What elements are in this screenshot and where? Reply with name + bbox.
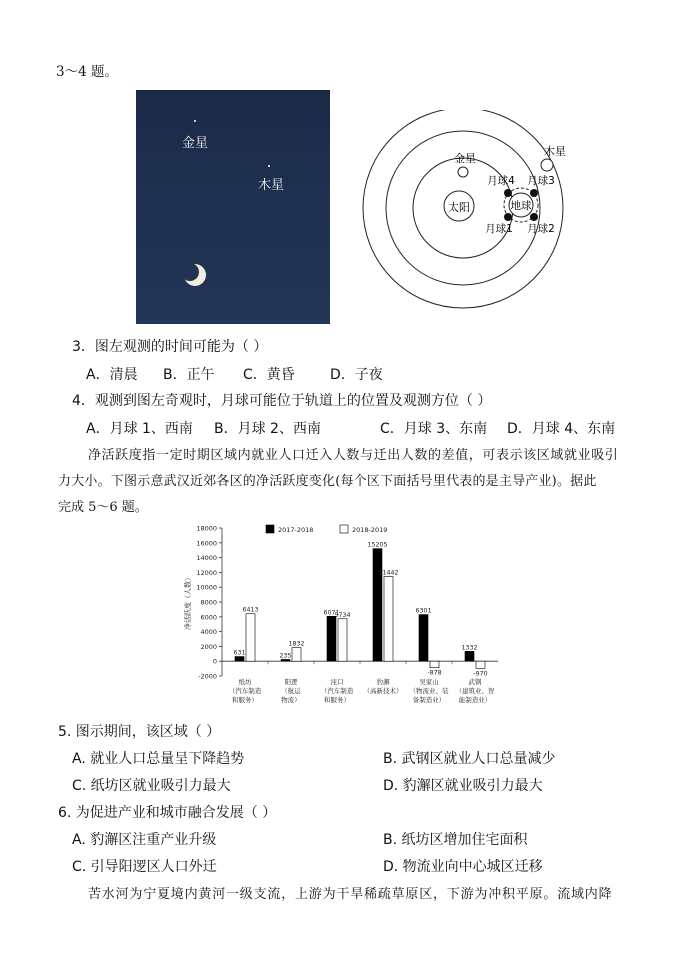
y-tick-label: 2000 <box>200 642 217 651</box>
moon2-dot <box>530 213 538 221</box>
data-label: 235 <box>279 652 292 660</box>
orbit-diagram <box>355 110 585 325</box>
bar-2-0 <box>246 614 255 661</box>
q4-option-c: C．月球 3、东南 <box>380 421 488 437</box>
data-label: 1832 <box>288 640 305 648</box>
data-label: 6071 <box>323 609 340 617</box>
passage-56-line2: 力大小。下图示意武汉近郊各区的净活跃度变化(每个区下面括号里代表的是主导产业)。据此 <box>58 474 597 489</box>
bar-1-5 <box>465 651 474 661</box>
legend-label-series-1: 2017-2018 <box>278 526 314 534</box>
venus-dot <box>194 120 196 122</box>
q5-option-c: C. 纸坊区就业吸引力最大 <box>72 778 231 794</box>
y-tick-label: 18000 <box>196 524 217 533</box>
y-axis-label: 净活跃度（人数） <box>184 574 192 630</box>
section-intro: 3～4 题。 <box>56 64 118 80</box>
moon2-label: 月球2 <box>527 223 555 235</box>
category-label: 纸坊 <box>238 678 252 686</box>
night-sky-photo <box>136 90 330 324</box>
bar-2-3 <box>384 577 393 662</box>
venus-label: 金星 <box>182 136 209 151</box>
moon4-dot <box>504 189 512 197</box>
moon1-dot <box>504 213 512 221</box>
moon3-dot <box>530 189 538 197</box>
category-label: 阳逻 <box>284 678 298 686</box>
net-activity-bar-chart <box>178 520 508 710</box>
category-label: 武钢 <box>468 678 482 686</box>
q6-option-c: C. 引导阳逻区人口外迁 <box>72 859 217 875</box>
q5-option-d: D. 豹澥区就业吸引力最大 <box>383 778 543 794</box>
bar-2-2 <box>338 619 347 661</box>
legend-label-series-2: 2018-2019 <box>352 526 388 534</box>
data-label: 631 <box>233 649 246 657</box>
data-label: 6301 <box>415 607 432 615</box>
y-tick-label: 10000 <box>196 583 217 592</box>
bar-1-2 <box>327 616 336 661</box>
moon3-label: 月球3 <box>527 175 555 187</box>
q4-stem: 4．观测到图左奇观时，月球可能位于轨道上的位置及观测方位（ ） <box>72 393 492 409</box>
category-label: （物流业、装 <box>409 687 449 695</box>
category-label: 能制造业） <box>458 696 492 704</box>
q4-option-d: D．月球 4、东南 <box>507 421 616 437</box>
bar-2-5 <box>476 661 485 668</box>
data-label: -970 <box>473 670 488 678</box>
crescent-moon-icon <box>184 264 206 286</box>
category-label: （航运 <box>281 687 301 695</box>
legend-swatch-series-2 <box>340 525 348 533</box>
q3-option-b: B．正午 <box>163 367 215 383</box>
q6-option-b: B. 纸坊区增加住宅面积 <box>383 832 528 848</box>
category-label: （汽车制造 <box>320 687 354 695</box>
earth-label: 地球 <box>510 200 532 212</box>
category-label: 备制造业） <box>412 696 446 704</box>
q3-option-c: C．黄昏 <box>243 367 295 383</box>
jupiter-orbit-label: 木星 <box>544 145 566 158</box>
y-tick-label: 4000 <box>200 628 217 637</box>
y-tick-label: 6000 <box>200 613 217 622</box>
category-label: （建筑业、智 <box>455 687 495 695</box>
y-tick-label: 16000 <box>196 539 217 548</box>
y-tick-label: -2000 <box>198 672 217 681</box>
category-label: （汽车制造 <box>228 687 262 695</box>
q4-option-b: B．月球 2、西南 <box>214 421 321 437</box>
bar-2-4 <box>430 661 439 667</box>
passage-next-line1: 苦水河为宁夏境内黄河一级支流，上游为干旱稀疏草原区，下游为冲积平原。流域内降 <box>88 887 613 902</box>
q4-option-a: A．月球 1、西南 <box>86 421 193 437</box>
data-label: -878 <box>427 669 442 677</box>
q6-stem: 6. 为促进产业和城市融合发展（ ） <box>58 805 277 821</box>
passage-56-line1: 净活跃度指一定时期区域内就业人口迁入人数与迁出人数的差值，可表示该区域就业吸引 <box>88 448 619 463</box>
y-tick-label: 8000 <box>200 598 217 607</box>
y-tick-label: 0 <box>212 657 217 666</box>
jupiter-circle <box>541 159 553 171</box>
q5-stem: 5. 图示期间，该区域（ ） <box>58 724 221 740</box>
jupiter-dot <box>268 165 270 167</box>
y-tick-label: 12000 <box>196 568 217 577</box>
q6-option-a: A. 豹澥区注重产业升级 <box>72 832 217 848</box>
data-label: 15205 <box>367 541 388 549</box>
q3-option-a: A．清晨 <box>86 367 138 383</box>
bar-1-1 <box>281 659 290 661</box>
bar-1-4 <box>419 615 428 662</box>
category-label: （高新技术） <box>363 687 403 695</box>
venus-orbit-label: 金星 <box>454 152 476 165</box>
q5-option-a: A. 就业人口总量呈下降趋势 <box>72 751 245 767</box>
data-label: 5734 <box>334 611 351 619</box>
y-tick-label: 14000 <box>196 554 217 563</box>
jupiter-label: 木星 <box>258 178 285 193</box>
q3-stem: 3．图左观测的时间可能为（ ） <box>72 339 268 355</box>
category-label: 豹澥 <box>376 678 390 686</box>
moon4-label: 月球4 <box>487 175 515 187</box>
legend-swatch-series-1 <box>266 525 274 533</box>
moon1-label: 月球1 <box>485 223 513 235</box>
category-label: 沌口 <box>330 678 344 686</box>
data-label: 6413 <box>242 606 259 614</box>
category-label: 吴家山 <box>419 678 439 686</box>
category-label: 和服务） <box>232 696 258 704</box>
bar-1-3 <box>373 549 382 662</box>
bar-1-0 <box>235 657 244 662</box>
category-label: 物流） <box>281 696 301 704</box>
data-label: 1332 <box>461 644 478 652</box>
category-label: 和服务） <box>324 696 350 704</box>
venus-circle <box>458 167 468 177</box>
q3-option-d: D．子夜 <box>330 367 383 383</box>
q5-option-b: B. 武钢区就业人口总量减少 <box>383 751 556 767</box>
passage-56-line3: 完成 5～6 题。 <box>58 500 148 515</box>
sun-label: 太阳 <box>448 201 470 214</box>
data-label: 11442 <box>378 569 399 577</box>
bar-2-1 <box>292 648 301 662</box>
q6-option-d: D. 物流业向中心城区迁移 <box>383 859 543 875</box>
